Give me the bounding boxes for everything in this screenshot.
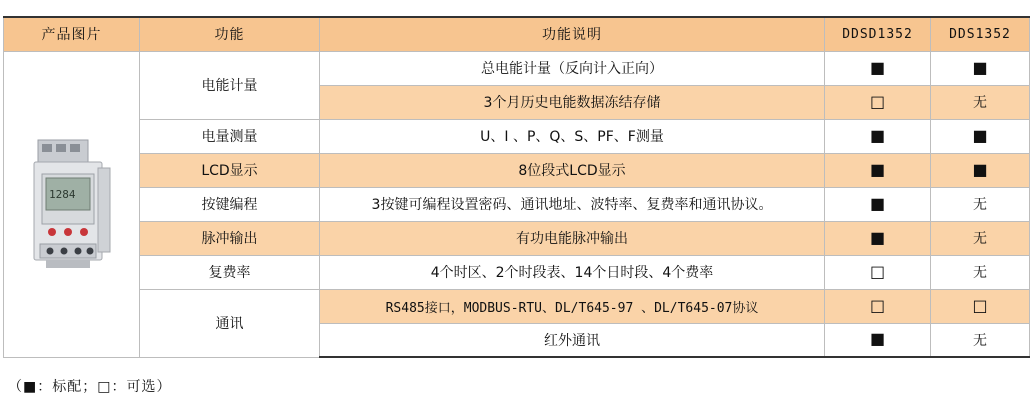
model-a-mark [825, 289, 931, 323]
legend-note: （■：标配；□：可选） [8, 379, 172, 395]
model-b-mark [931, 119, 1030, 153]
table-row [4, 289, 1030, 323]
meter-product-image [28, 138, 116, 270]
header-description: 功能说明 [320, 17, 825, 51]
model-a-mark [825, 51, 931, 85]
standard-mark-icon: ■ [869, 57, 886, 77]
optional-mark-icon: □ [869, 261, 886, 281]
model-a-mark [825, 255, 931, 289]
model-b-value: 无 [931, 323, 1030, 357]
standard-mark-icon: ■ [972, 159, 988, 179]
description-cell: 4个时区、2个时段表、14个日时段、4个费率 [320, 255, 825, 289]
header-product-image: 产品图片 [4, 17, 140, 51]
table-row [4, 187, 1030, 221]
standard-mark-icon: ■ [869, 329, 886, 349]
function-lcd-display: LCD显示 [140, 153, 320, 187]
function-communication: 通讯 [140, 289, 320, 357]
table-row [4, 153, 1030, 187]
table-row [4, 221, 1030, 255]
header-model-ddsd1352: DDSD1352 [825, 17, 931, 51]
function-energy-metering: 电能计量 [140, 51, 320, 119]
standard-mark-icon: ■ [869, 193, 886, 213]
optional-mark-icon: □ [869, 295, 886, 315]
function-pulse-output: 脉冲输出 [140, 221, 320, 255]
description-cell: 3个月历史电能数据冻结存储 [320, 85, 825, 119]
product-image-cell [4, 51, 140, 357]
table-row [4, 119, 1030, 153]
function-comparison-table [3, 16, 1030, 358]
model-a-mark [825, 187, 931, 221]
optional-mark-icon: □ [972, 295, 988, 315]
description-cell: 3按键可编程设置密码、通讯地址、波特率、复费率和通讯协议。 [320, 187, 825, 221]
standard-mark-icon: ■ [869, 159, 886, 179]
function-measurement: 电量测量 [140, 119, 320, 153]
standard-mark-icon: ■ [972, 57, 988, 77]
optional-mark-icon: □ [869, 91, 886, 111]
model-b-mark [931, 51, 1030, 85]
description-cell: RS485接口，MODBUS-RTU、DL/T645-97 、DL/T645-07协议 [320, 289, 825, 323]
model-a-mark [825, 153, 931, 187]
description-cell: 8位段式LCD显示 [320, 153, 825, 187]
table-row [4, 255, 1030, 289]
model-a-mark [825, 119, 931, 153]
description-cell: U、I 、P、Q、S、PF、F测量 [320, 119, 825, 153]
model-b-value: 无 [931, 221, 1030, 255]
table-row [4, 51, 1030, 85]
description-cell: 总电能计量（反向计入正向） [320, 51, 825, 85]
standard-mark-icon: ■ [869, 125, 886, 145]
header-function: 功能 [140, 17, 320, 51]
description-cell: 有功电能脉冲输出 [320, 221, 825, 255]
function-key-programming: 按键编程 [140, 187, 320, 221]
model-a-mark [825, 221, 931, 255]
standard-mark-icon: ■ [972, 125, 988, 145]
function-multi-rate: 复费率 [140, 255, 320, 289]
model-b-mark [931, 289, 1030, 323]
table-header-row [4, 17, 1030, 51]
header-model-dds1352: DDS1352 [931, 17, 1030, 51]
svg-text:1284: 1284 [48, 188, 75, 201]
model-b-mark [931, 153, 1030, 187]
description-cell: 红外通讯 [320, 323, 825, 357]
model-b-value: 无 [931, 255, 1030, 289]
model-b-value: 无 [931, 187, 1030, 221]
model-a-mark [825, 85, 931, 119]
model-a-mark [825, 323, 931, 357]
model-b-value: 无 [931, 85, 1030, 119]
standard-mark-icon: ■ [869, 227, 886, 247]
